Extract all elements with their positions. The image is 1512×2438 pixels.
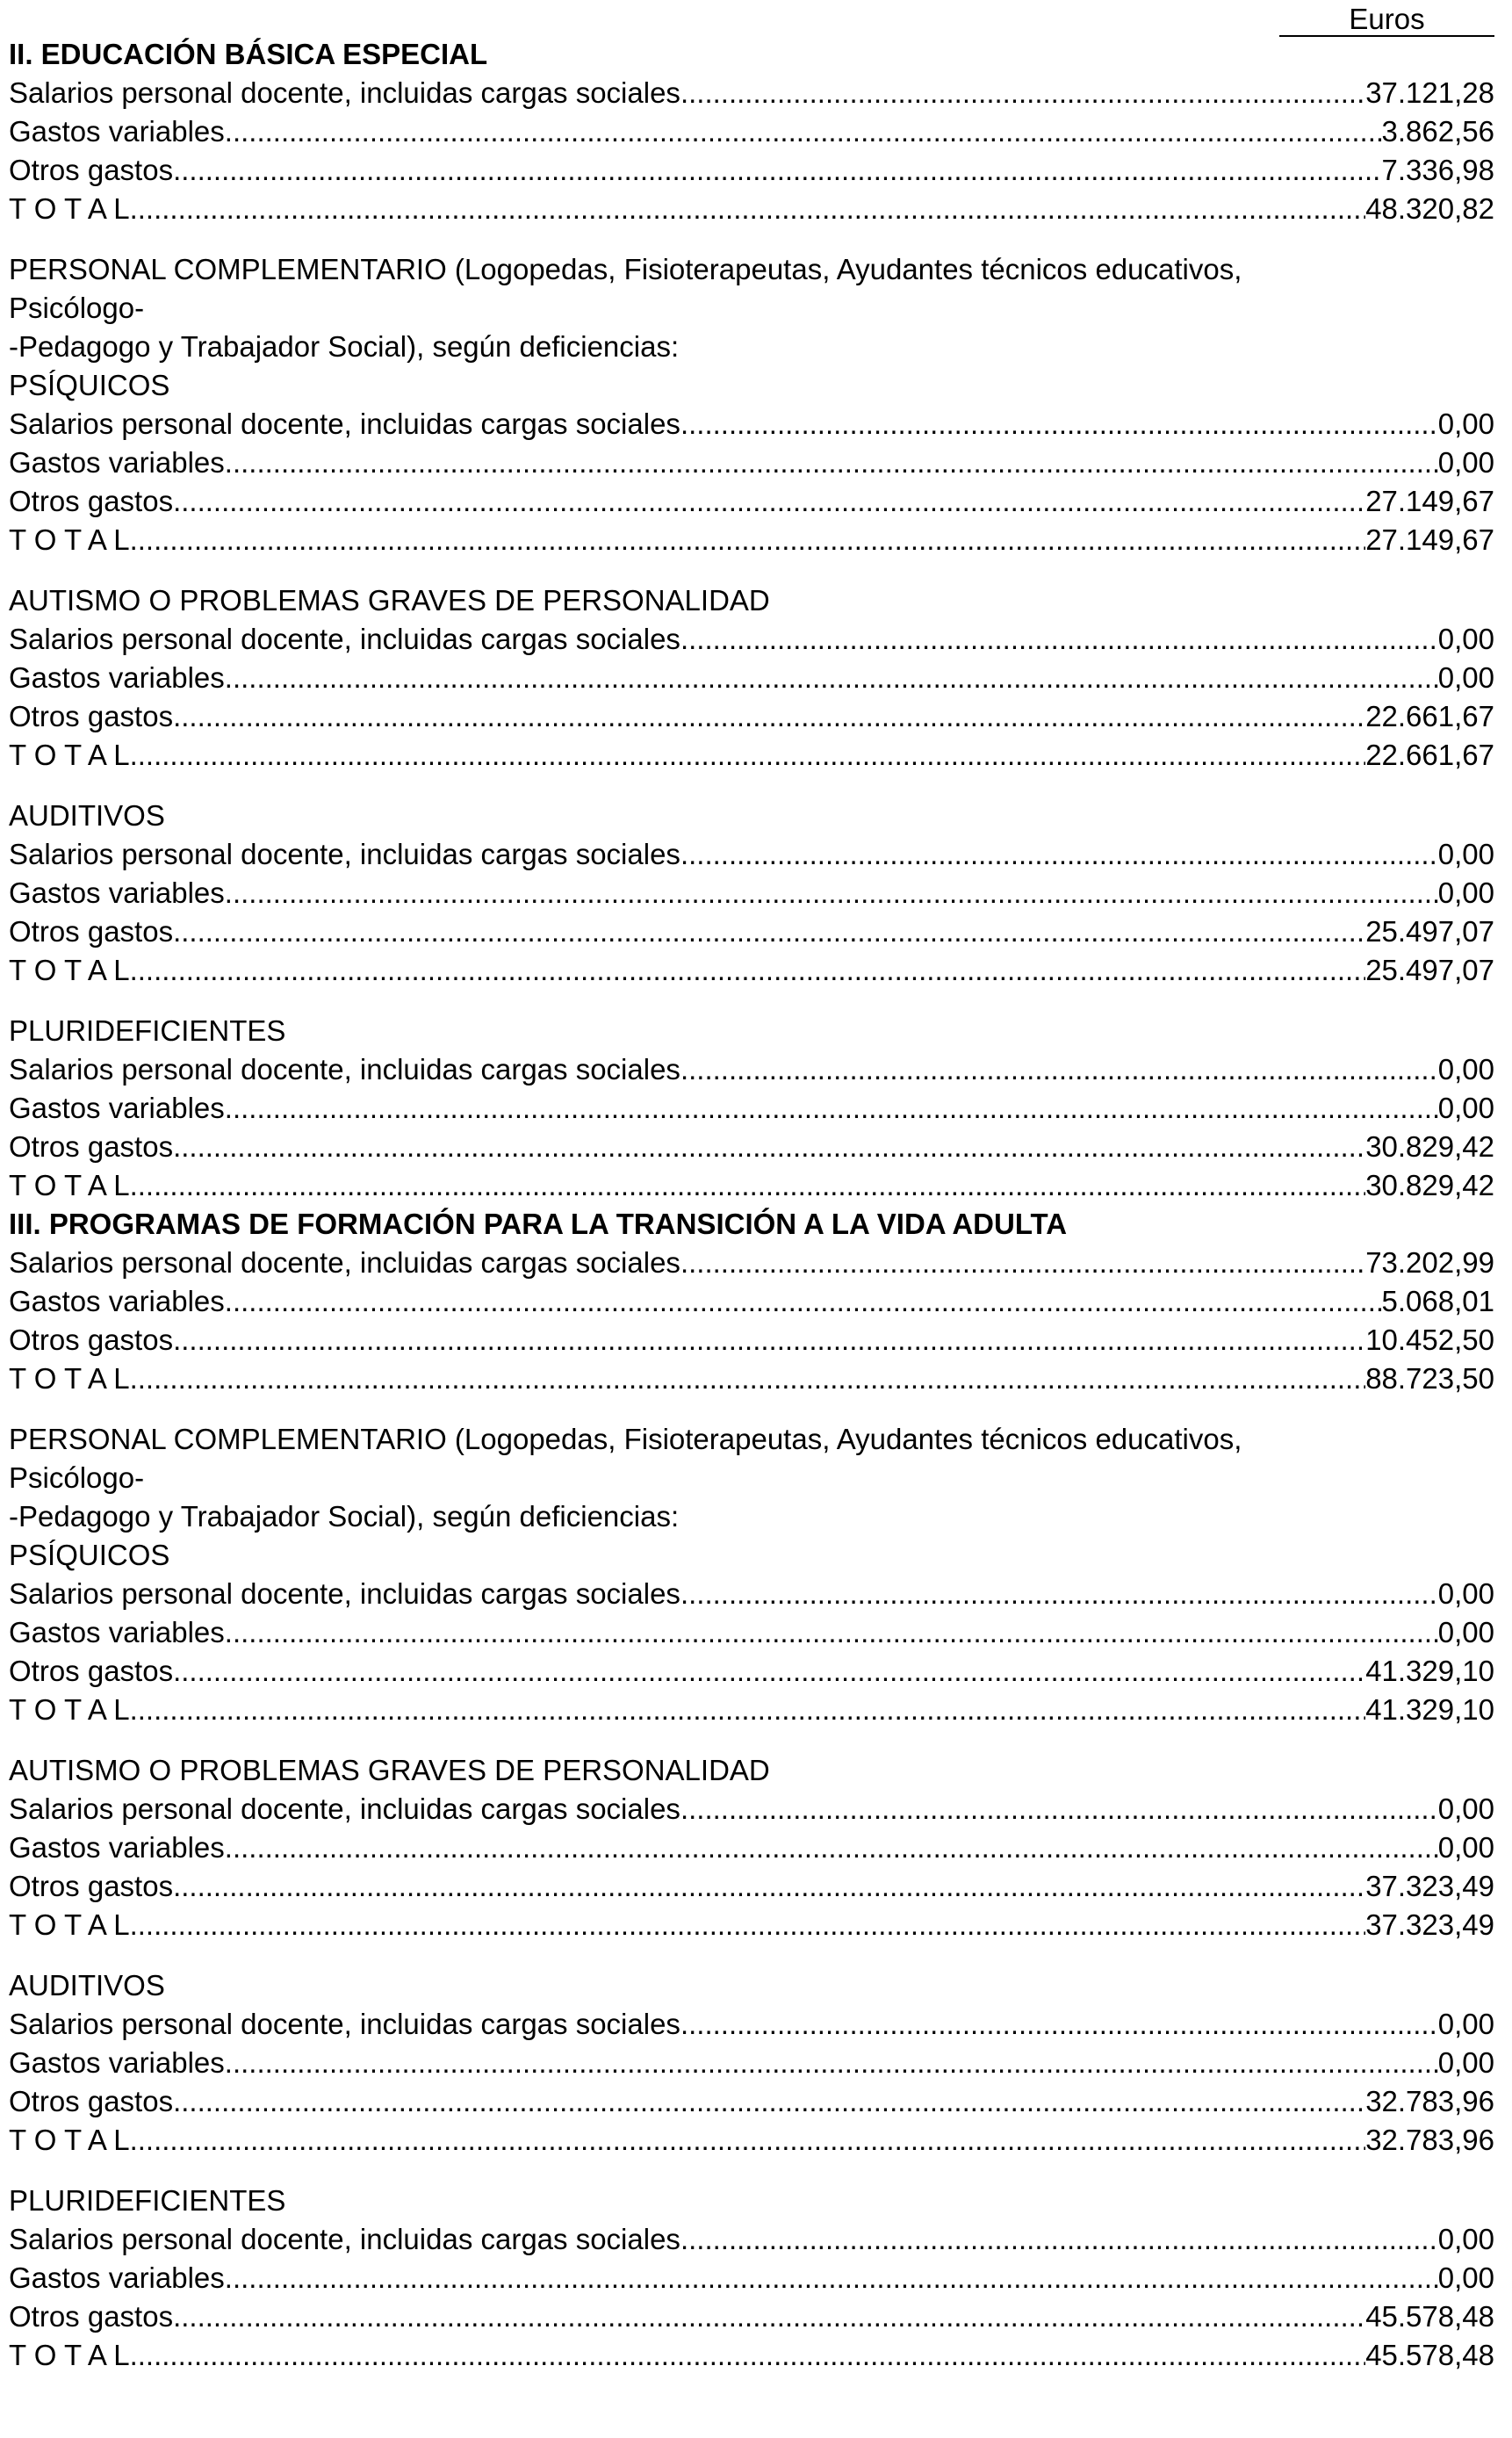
expense-row (9, 1828, 1494, 1867)
row-label: Salarios personal docente, incluidas cargas sociales (9, 623, 680, 655)
deficiency-group-title: AUDITIVOS (9, 799, 165, 832)
dot-leader (225, 1828, 1438, 1867)
row-amount: 37.323,49 (1365, 1870, 1494, 1902)
section-title: II. EDUCACIÓN BÁSICA ESPECIAL (9, 38, 488, 70)
total-row (9, 1166, 1494, 1205)
row-amount: 0,00 (1437, 2008, 1494, 2040)
row-label: Otros gastos (9, 1655, 174, 1687)
row-amount: 25.497,07 (1365, 954, 1494, 986)
spacer (9, 228, 1494, 250)
dot-leader (680, 2220, 1438, 2259)
dot-leader (173, 2082, 1365, 2121)
dot-leader (680, 1790, 1438, 1828)
deficiency-group-title: PLURIDEFICIENTES (9, 2184, 286, 2217)
total-row (9, 2121, 1494, 2160)
dot-leader (130, 2121, 1366, 2160)
total-row (9, 1691, 1494, 1729)
row-label: T O T A L (9, 954, 130, 986)
dot-leader (130, 1906, 1366, 1944)
deficiency-group-title: AUDITIVOS (9, 1969, 165, 2002)
dot-leader (173, 912, 1365, 951)
complementary-intro-line: PERSONAL COMPLEMENTARIO (Logopedas, Fisioterapeutas, Ayudantes técnicos educativos, (9, 1423, 1242, 1455)
expense-row (9, 874, 1494, 912)
dot-leader (130, 951, 1366, 990)
deficiency-group-title: PSÍQUICOS (9, 1539, 170, 1571)
row-label: Otros gastos (9, 154, 174, 186)
row-amount: 7.336,98 (1381, 154, 1494, 186)
expense-row (9, 1282, 1494, 1321)
row-amount: 37.323,49 (1365, 1908, 1494, 1941)
row-amount: 41.329,10 (1365, 1693, 1494, 1726)
dot-leader (173, 482, 1365, 521)
row-amount: 32.783,96 (1365, 2085, 1494, 2117)
row-label: Otros gastos (9, 1130, 174, 1163)
row-amount: 32.783,96 (1365, 2124, 1494, 2156)
row-amount: 0,00 (1437, 2046, 1494, 2079)
row-label: T O T A L (9, 192, 130, 225)
deficiency-group-title: PLURIDEFICIENTES (9, 1014, 286, 1047)
expense-row (9, 1790, 1494, 1828)
row-label: Otros gastos (9, 2300, 174, 2333)
row-label: Salarios personal docente, incluidas cargas sociales (9, 1577, 680, 1610)
total-row (9, 951, 1494, 990)
row-label: Gastos variables (9, 1285, 225, 1317)
total-row (9, 736, 1494, 775)
expense-row (9, 444, 1494, 482)
total-row (9, 1360, 1494, 1398)
spacer (9, 990, 1494, 1012)
row-label: Gastos variables (9, 661, 225, 694)
deficiency-group-title: AUTISMO O PROBLEMAS GRAVES DE PERSONALIDAD (9, 584, 770, 617)
expense-row (9, 835, 1494, 874)
row-amount: 30.829,42 (1365, 1130, 1494, 1163)
dot-leader (680, 2005, 1438, 2044)
row-amount: 22.661,67 (1365, 739, 1494, 771)
dot-leader (680, 835, 1438, 874)
row-amount: 0,00 (1437, 623, 1494, 655)
dot-leader (225, 2259, 1438, 2297)
expense-row (9, 1321, 1494, 1360)
section-title: III. PROGRAMAS DE FORMACIÓN PARA LA TRANSICIÓN A LA VIDA ADULTA (9, 1208, 1068, 1240)
expense-row (9, 620, 1494, 659)
row-label: T O T A L (9, 1169, 130, 1201)
total-row (9, 2336, 1494, 2375)
dot-leader (225, 1613, 1438, 1652)
complementary-intro-line: Psicólogo- (9, 1461, 145, 1494)
deficiency-group-title: PSÍQUICOS (9, 369, 170, 401)
spacer (9, 559, 1494, 581)
expense-row (9, 2005, 1494, 2044)
expense-row (9, 697, 1494, 736)
row-label: Otros gastos (9, 2085, 174, 2117)
expense-row (9, 1244, 1494, 1282)
dot-leader (173, 1128, 1365, 1166)
dot-leader (173, 151, 1381, 190)
expense-row (9, 482, 1494, 521)
dot-leader (680, 1575, 1438, 1613)
row-label: Gastos variables (9, 1831, 225, 1864)
expense-row (9, 1575, 1494, 1613)
row-amount: 0,00 (1437, 2261, 1494, 2294)
row-amount: 0,00 (1437, 876, 1494, 909)
row-amount: 0,00 (1437, 1577, 1494, 1610)
row-amount: 45.578,48 (1365, 2300, 1494, 2333)
row-label: Salarios personal docente, incluidas cargas sociales (9, 1246, 680, 1279)
spacer (9, 1944, 1494, 1966)
expense-row (9, 1089, 1494, 1128)
row-label: Gastos variables (9, 1616, 225, 1648)
row-label: T O T A L (9, 1908, 130, 1941)
row-amount: 73.202,99 (1365, 1246, 1494, 1279)
row-amount: 0,00 (1437, 1831, 1494, 1864)
expense-row (9, 2082, 1494, 2121)
row-label: T O T A L (9, 1693, 130, 1726)
dot-leader (225, 112, 1382, 151)
expense-row (9, 912, 1494, 951)
dot-leader (173, 2297, 1365, 2336)
row-label: Otros gastos (9, 1870, 174, 1902)
row-amount: 25.497,07 (1365, 915, 1494, 948)
spacer (9, 1398, 1494, 1420)
row-label: Salarios personal docente, incluidas cargas sociales (9, 1792, 680, 1825)
row-label: Salarios personal docente, incluidas cargas sociales (9, 838, 680, 870)
row-amount: 0,00 (1437, 408, 1494, 440)
dot-leader (173, 1867, 1365, 1906)
expense-row (9, 112, 1494, 151)
complementary-intro-line: Psicólogo- (9, 292, 145, 324)
row-amount: 0,00 (1437, 838, 1494, 870)
expense-row (9, 1613, 1494, 1652)
expense-row (9, 2044, 1494, 2082)
spacer (9, 775, 1494, 797)
expense-row (9, 1050, 1494, 1089)
row-amount: 37.121,28 (1365, 76, 1494, 109)
complementary-intro-line: -Pedagogo y Trabajador Social), según deficiencias: (9, 1500, 680, 1533)
dot-leader (225, 444, 1438, 482)
dot-leader (130, 1691, 1366, 1729)
complementary-intro-line: -Pedagogo y Trabajador Social), según deficiencias: (9, 330, 680, 363)
dot-leader (680, 1050, 1438, 1089)
dot-leader (130, 1360, 1366, 1398)
row-amount: 0,00 (1437, 2223, 1494, 2255)
row-amount: 0,00 (1437, 661, 1494, 694)
dot-leader (680, 620, 1438, 659)
row-label: T O T A L (9, 1362, 130, 1395)
dot-leader (225, 1282, 1382, 1321)
row-label: Gastos variables (9, 115, 225, 148)
row-amount: 0,00 (1437, 1616, 1494, 1648)
expense-row (9, 1867, 1494, 1906)
dot-leader (173, 697, 1365, 736)
total-row (9, 190, 1494, 228)
spacer (9, 2160, 1494, 2182)
dot-leader (130, 190, 1366, 228)
expense-row (9, 2220, 1494, 2259)
row-label: Salarios personal docente, incluidas cargas sociales (9, 2223, 680, 2255)
row-label: Gastos variables (9, 446, 225, 479)
expense-row (9, 2297, 1494, 2336)
dot-leader (225, 1089, 1438, 1128)
row-amount: 88.723,50 (1365, 1362, 1494, 1395)
expense-row (9, 1128, 1494, 1166)
row-label: Otros gastos (9, 915, 174, 948)
dot-leader (680, 405, 1438, 444)
currency-header (9, 0, 1494, 35)
row-label: Otros gastos (9, 485, 174, 517)
currency-label: Euros (1279, 4, 1494, 37)
row-amount: 27.149,67 (1365, 523, 1494, 556)
spacer (9, 1729, 1494, 1751)
deficiency-group-title: AUTISMO O PROBLEMAS GRAVES DE PERSONALIDAD (9, 1754, 770, 1786)
expense-row (9, 74, 1494, 112)
dot-leader (173, 1321, 1365, 1360)
row-amount: 41.329,10 (1365, 1655, 1494, 1687)
row-label: T O T A L (9, 739, 130, 771)
row-amount: 3.862,56 (1381, 115, 1494, 148)
row-amount: 48.320,82 (1365, 192, 1494, 225)
row-label: Gastos variables (9, 1092, 225, 1124)
expense-row (9, 659, 1494, 697)
document-page (9, 0, 1494, 2375)
row-label: Salarios personal docente, incluidas cargas sociales (9, 408, 680, 440)
row-label: Salarios personal docente, incluidas cargas sociales (9, 76, 680, 109)
row-label: Salarios personal docente, incluidas cargas sociales (9, 1053, 680, 1086)
expense-row (9, 2259, 1494, 2297)
row-label: T O T A L (9, 2124, 130, 2156)
dot-leader (173, 1652, 1365, 1691)
row-amount: 0,00 (1437, 1053, 1494, 1086)
row-amount: 30.829,42 (1365, 1169, 1494, 1201)
total-row (9, 521, 1494, 559)
row-label: Gastos variables (9, 2261, 225, 2294)
row-amount: 22.661,67 (1365, 700, 1494, 732)
document-body (9, 35, 1494, 2375)
complementary-intro-line: PERSONAL COMPLEMENTARIO (Logopedas, Fisioterapeutas, Ayudantes técnicos educativos, (9, 253, 1242, 285)
dot-leader (680, 74, 1365, 112)
row-amount: 0,00 (1437, 446, 1494, 479)
total-row (9, 1906, 1494, 1944)
dot-leader (130, 1166, 1366, 1205)
row-label: Gastos variables (9, 876, 225, 909)
dot-leader (680, 1244, 1365, 1282)
dot-leader (225, 2044, 1438, 2082)
row-label: T O T A L (9, 523, 130, 556)
dot-leader (130, 521, 1366, 559)
expense-row (9, 1652, 1494, 1691)
dot-leader (225, 874, 1438, 912)
row-amount: 0,00 (1437, 1092, 1494, 1124)
dot-leader (130, 2336, 1366, 2375)
row-label: Salarios personal docente, incluidas cargas sociales (9, 2008, 680, 2040)
row-label: Gastos variables (9, 2046, 225, 2079)
expense-row (9, 151, 1494, 190)
row-label: Otros gastos (9, 700, 174, 732)
row-label: T O T A L (9, 2339, 130, 2371)
dot-leader (130, 736, 1366, 775)
dot-leader (225, 659, 1438, 697)
row-label: Otros gastos (9, 1324, 174, 1356)
row-amount: 5.068,01 (1381, 1285, 1494, 1317)
expense-row (9, 405, 1494, 444)
row-amount: 10.452,50 (1365, 1324, 1494, 1356)
row-amount: 27.149,67 (1365, 485, 1494, 517)
row-amount: 45.578,48 (1365, 2339, 1494, 2371)
row-amount: 0,00 (1437, 1792, 1494, 1825)
